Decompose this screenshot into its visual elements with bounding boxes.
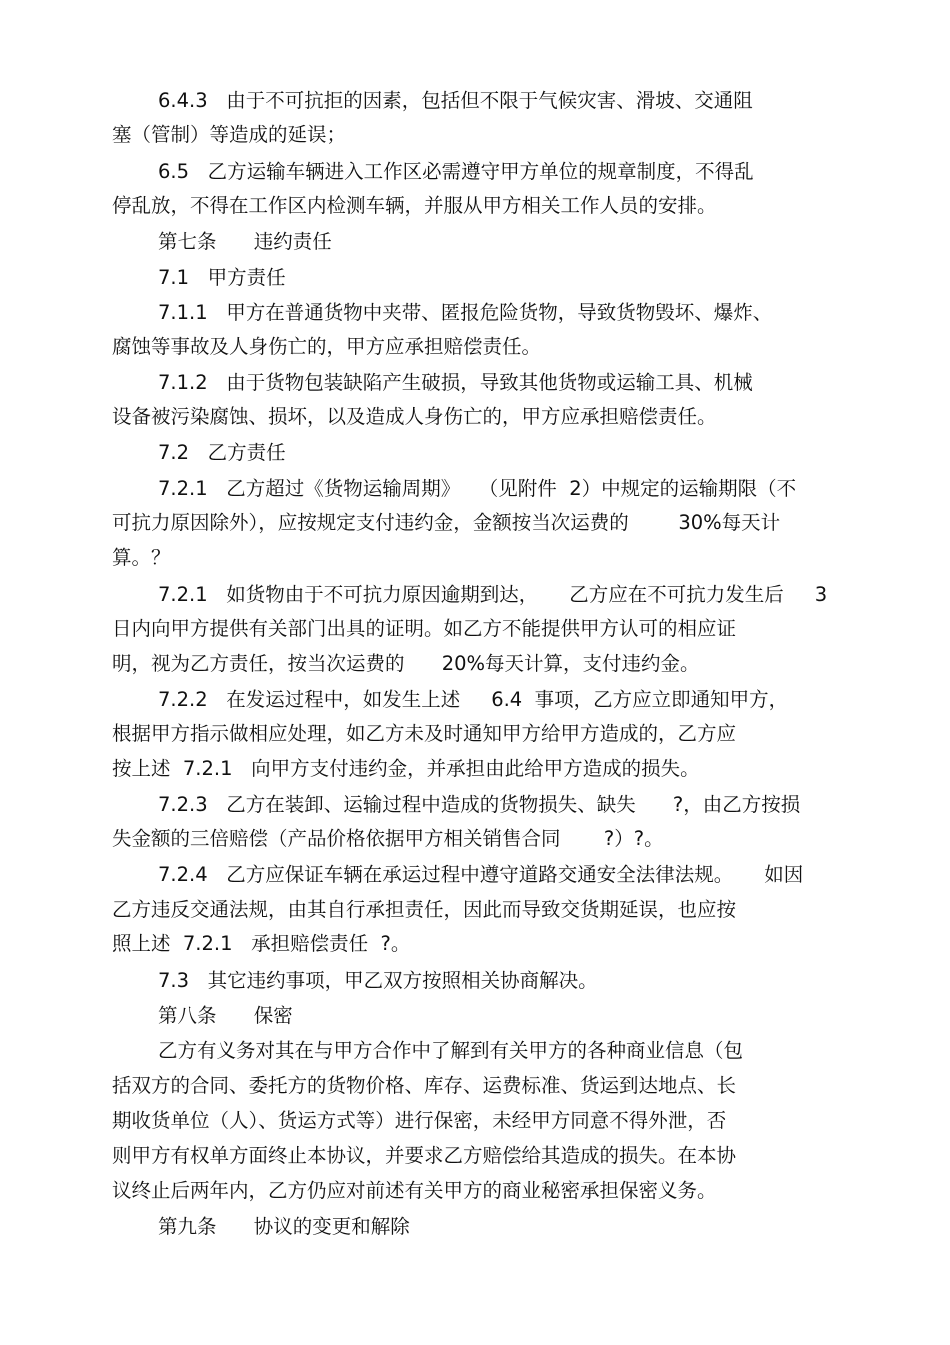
text-line-17: 明，视为乙方责任，按当次运费的 20%每天计算，支付违约金。 xyxy=(112,652,700,675)
text-line-18: 7.2.2 在发运过程中，如发生上述 6.4 事项，乙方应立即通知甲方， xyxy=(158,688,789,711)
section-heading-7: 第七条 违约责任 xyxy=(158,230,332,253)
text-line-19: 根据甲方指示做相应处理，如乙方未及时通知甲方给甲方造成的，乙方应 xyxy=(112,722,737,745)
text-line-20: 按上述 7.2.1 向甲方支付违约金，并承担由此给甲方造成的损失。 xyxy=(112,757,700,780)
text-line-6: 7.1 甲方责任 xyxy=(158,266,286,289)
text-line-10: 设备被污染腐蚀、损坏，以及造成人身伤亡的，甲方应承担赔偿责任。 xyxy=(112,405,717,428)
text-line-12: 7.2.1 乙方超过《货物运输周期》 （见附件 2）中规定的运输期限（不 xyxy=(158,477,797,500)
text-line-22: 失金额的三倍赔偿（产品价格依据甲方相关销售合同 ?）?。 xyxy=(112,827,664,850)
text-line-7: 7.1.1 甲方在普通货物中夹带、匿报危险货物，导致货物毁坏、爆炸、 xyxy=(158,301,773,324)
text-line-11: 7.2 乙方责任 xyxy=(158,441,286,464)
text-line-9: 7.1.2 由于货物包装缺陷产生破损，导致其他货物或运输工具、机械 xyxy=(158,371,753,394)
text-line-8: 腐蚀等事故及人身伤亡的，甲方应承担赔偿责任。 xyxy=(112,335,542,358)
text-line-23: 7.2.4 乙方应保证车辆在承运过程中遵守道路交通安全法律法规。 如因 xyxy=(158,863,804,886)
text-line-25: 照上述 7.2.1 承担赔偿责任 ?。 xyxy=(112,932,411,955)
text-line-30: 期收货单位（人）、货运方式等）进行保密，未经甲方同意不得外泄，否 xyxy=(112,1109,727,1132)
text-line-2: 塞（管制）等造成的延误； xyxy=(112,123,347,146)
text-line-14: 算。？ xyxy=(112,546,171,569)
text-line-28: 乙方有义务对其在与甲方合作中了解到有关甲方的各种商业信息（包 xyxy=(158,1039,744,1062)
text-line-24: 乙方违反交通法规，由其自行承担责任，因此而导致交货期延误，也应按 xyxy=(112,898,737,921)
text-line-16: 日内向甲方提供有关部门出具的证明。如乙方不能提供甲方认可的相应证 xyxy=(112,617,737,640)
text-line-21: 7.2.3 乙方在装卸、运输过程中造成的货物损失、缺失 ?，由乙方按损 xyxy=(158,793,801,816)
text-line-26: 7.3 其它违约事项，甲乙双方按照相关协商解决。 xyxy=(158,969,598,992)
text-line-15: 7.2.1 如货物由于不可抗力原因逾期到达， 乙方应在不可抗力发生后 3 xyxy=(158,583,828,606)
section-heading-8: 第八条 保密 xyxy=(158,1004,293,1027)
text-line-1: 6.4.3 由于不可抗拒的因素，包括但不限于气候灾害、滑坡、交通阻 xyxy=(158,89,753,112)
text-line-3: 6.5 乙方运输车辆进入工作区必需遵守甲方单位的规章制度，不得乱 xyxy=(158,160,754,183)
section-heading-9: 第九条 协议的变更和解除 xyxy=(158,1215,410,1238)
text-line-32: 议终止后两年内，乙方仍应对前述有关甲方的商业秘密承担保密义务。 xyxy=(112,1179,717,1202)
text-line-29: 括双方的合同、委托方的货物价格、库存、运费标准、货运到达地点、长 xyxy=(112,1074,737,1097)
text-line-13: 可抗力原因除外），应按规定支付违约金，金额按当次运费的 30%每天计 xyxy=(112,511,781,534)
text-line-31: 则甲方有权单方面终止本协议，并要求乙方赔偿给其造成的损失。在本协 xyxy=(112,1144,737,1167)
text-line-4: 停乱放，不得在工作区内检测车辆，并服从甲方相关工作人员的安排。 xyxy=(112,194,717,217)
